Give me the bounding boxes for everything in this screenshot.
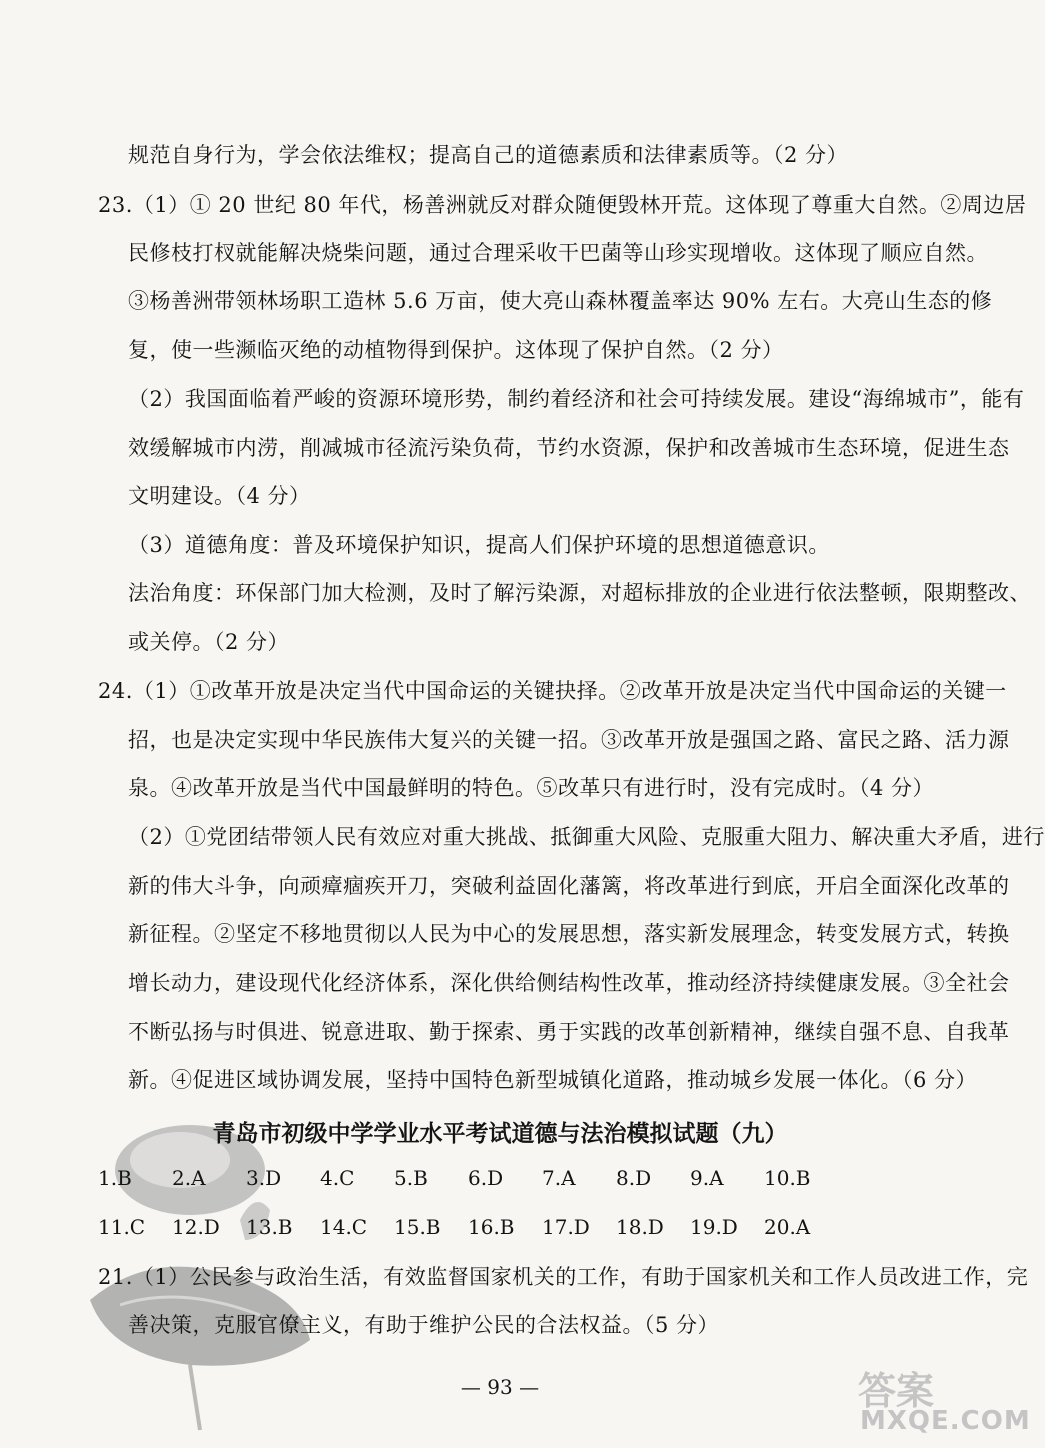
text-line: 新的伟大斗争，向顽瘴痼疾开刀，突破利益固化藩篱，将改革进行到底，开启全面深化改革的 [128,874,1010,898]
answer-item: 15.B [394,1215,441,1239]
answer-item: 13.B [246,1215,293,1239]
answer-item: 3.D [246,1166,282,1190]
answer-item: 16.B [468,1215,515,1239]
text-line: 不断弘扬与时俱进、锐意进取、勤于探索、勇于实践的改革创新精神，继续自强不息、自我革 [128,1020,1010,1044]
answer-item: 18.D [616,1215,664,1239]
answer-item: 5.B [394,1166,428,1190]
text-line: 或关停。（2 分） [128,630,290,654]
answer-item: 17.D [542,1215,590,1239]
answer-item: 19.D [690,1215,738,1239]
answer-item: 14.C [320,1215,368,1239]
answer-key-row [98,1163,838,1193]
text-line: 泉。④改革开放是当代中国最鲜明的特色。⑤改革只有进行时，没有完成时。（4 分） [128,776,935,800]
answer-item: 11.C [98,1215,146,1239]
text-line: 文明建设。（4 分） [128,484,311,508]
answer-item: 12.D [172,1215,220,1239]
text-line: 复，使一些濒临灭绝的动植物得到保护。这体现了保护自然。（2 分） [128,338,784,362]
text-line: （2）我国面临着严峻的资源环境形势，制约着经济和社会可持续发展。建设“海绵城市”，能有 [128,387,1025,411]
answer-key-row [98,1212,838,1242]
page-number: — 93 — [460,1375,540,1399]
answer-item: 1.B [98,1166,132,1190]
section-title: 青岛市初级中学学业水平考试道德与法治模拟试题（九） [212,1120,788,1147]
text-line: 效缓解城市内涝，削减城市径流污染负荷，节约水资源，保护和改善城市生态环境，促进生态 [128,436,1010,460]
answer-item: 10.B [764,1166,811,1190]
text-line: 新征程。②坚定不移地贯彻以人民为中心的发展思想，落实新发展理念，转变发展方式，转换 [128,922,1010,946]
text-line: 23.（1）① 20 世纪 80 年代，杨善洲就反对群众随便毁林开荒。这体现了尊重大自然。②周边居 [98,193,1027,217]
text-line: （2）①党团结带领人民有效应对重大挑战、抵御重大风险、克服重大阻力、解决重大矛盾，进行 [128,825,1045,849]
answer-item: 20.A [764,1215,811,1239]
answer-item: 6.D [468,1166,504,1190]
watermark-logo: 答案 MXQE.COM [858,1369,1031,1436]
answer-item: 8.D [616,1166,652,1190]
text-line: ③杨善洲带领林场职工造林 5.6 万亩，使大亮山森林覆盖率达 90% 左右。大亮山生态的修 [128,289,993,313]
answer-item: 9.A [690,1166,724,1190]
text-line: 招，也是决定实现中华民族伟大复兴的关键一招。③改革开放是强国之路、富民之路、活力源 [128,728,1010,752]
text-line: （3）道德角度：普及环境保护知识，提高人们保护环境的思想道德意识。 [128,533,830,557]
answer-item: 2.A [172,1166,206,1190]
answer-item: 7.A [542,1166,576,1190]
text-line: 24.（1）①改革开放是决定当代中国命运的关键抉择。②改革开放是决定当代中国命运的关键一 [98,679,1007,703]
text-line: 新。④促进区域协调发展，坚持中国特色新型城镇化道路，推动城乡发展一体化。（6 分） [128,1068,978,1092]
text-line: 规范自身行为，学会依法维权；提高自己的道德素质和法律素质等。（2 分） [128,143,849,167]
text-line: 21.（1）公民参与政治生活，有效监督国家机关的工作，有助于国家机关和工作人员改进工作，完 [98,1265,1029,1289]
text-line: 法治角度：环保部门加大检测，及时了解污染源，对超标排放的企业进行依法整顿，限期整改、 [128,581,1031,605]
answer-item: 4.C [320,1166,355,1190]
text-line: 善决策，克服官僚主义，有助于维护公民的合法权益。（5 分） [128,1313,720,1337]
text-line: 民修枝打杈就能解决烧柴问题，通过合理采收干巴菌等山珍实现增收。这体现了顺应自然。 [128,241,988,265]
text-line: 增长动力，建设现代化经济体系，深化供给侧结构性改革，推动经济持续健康发展。③全社会 [128,971,1010,995]
